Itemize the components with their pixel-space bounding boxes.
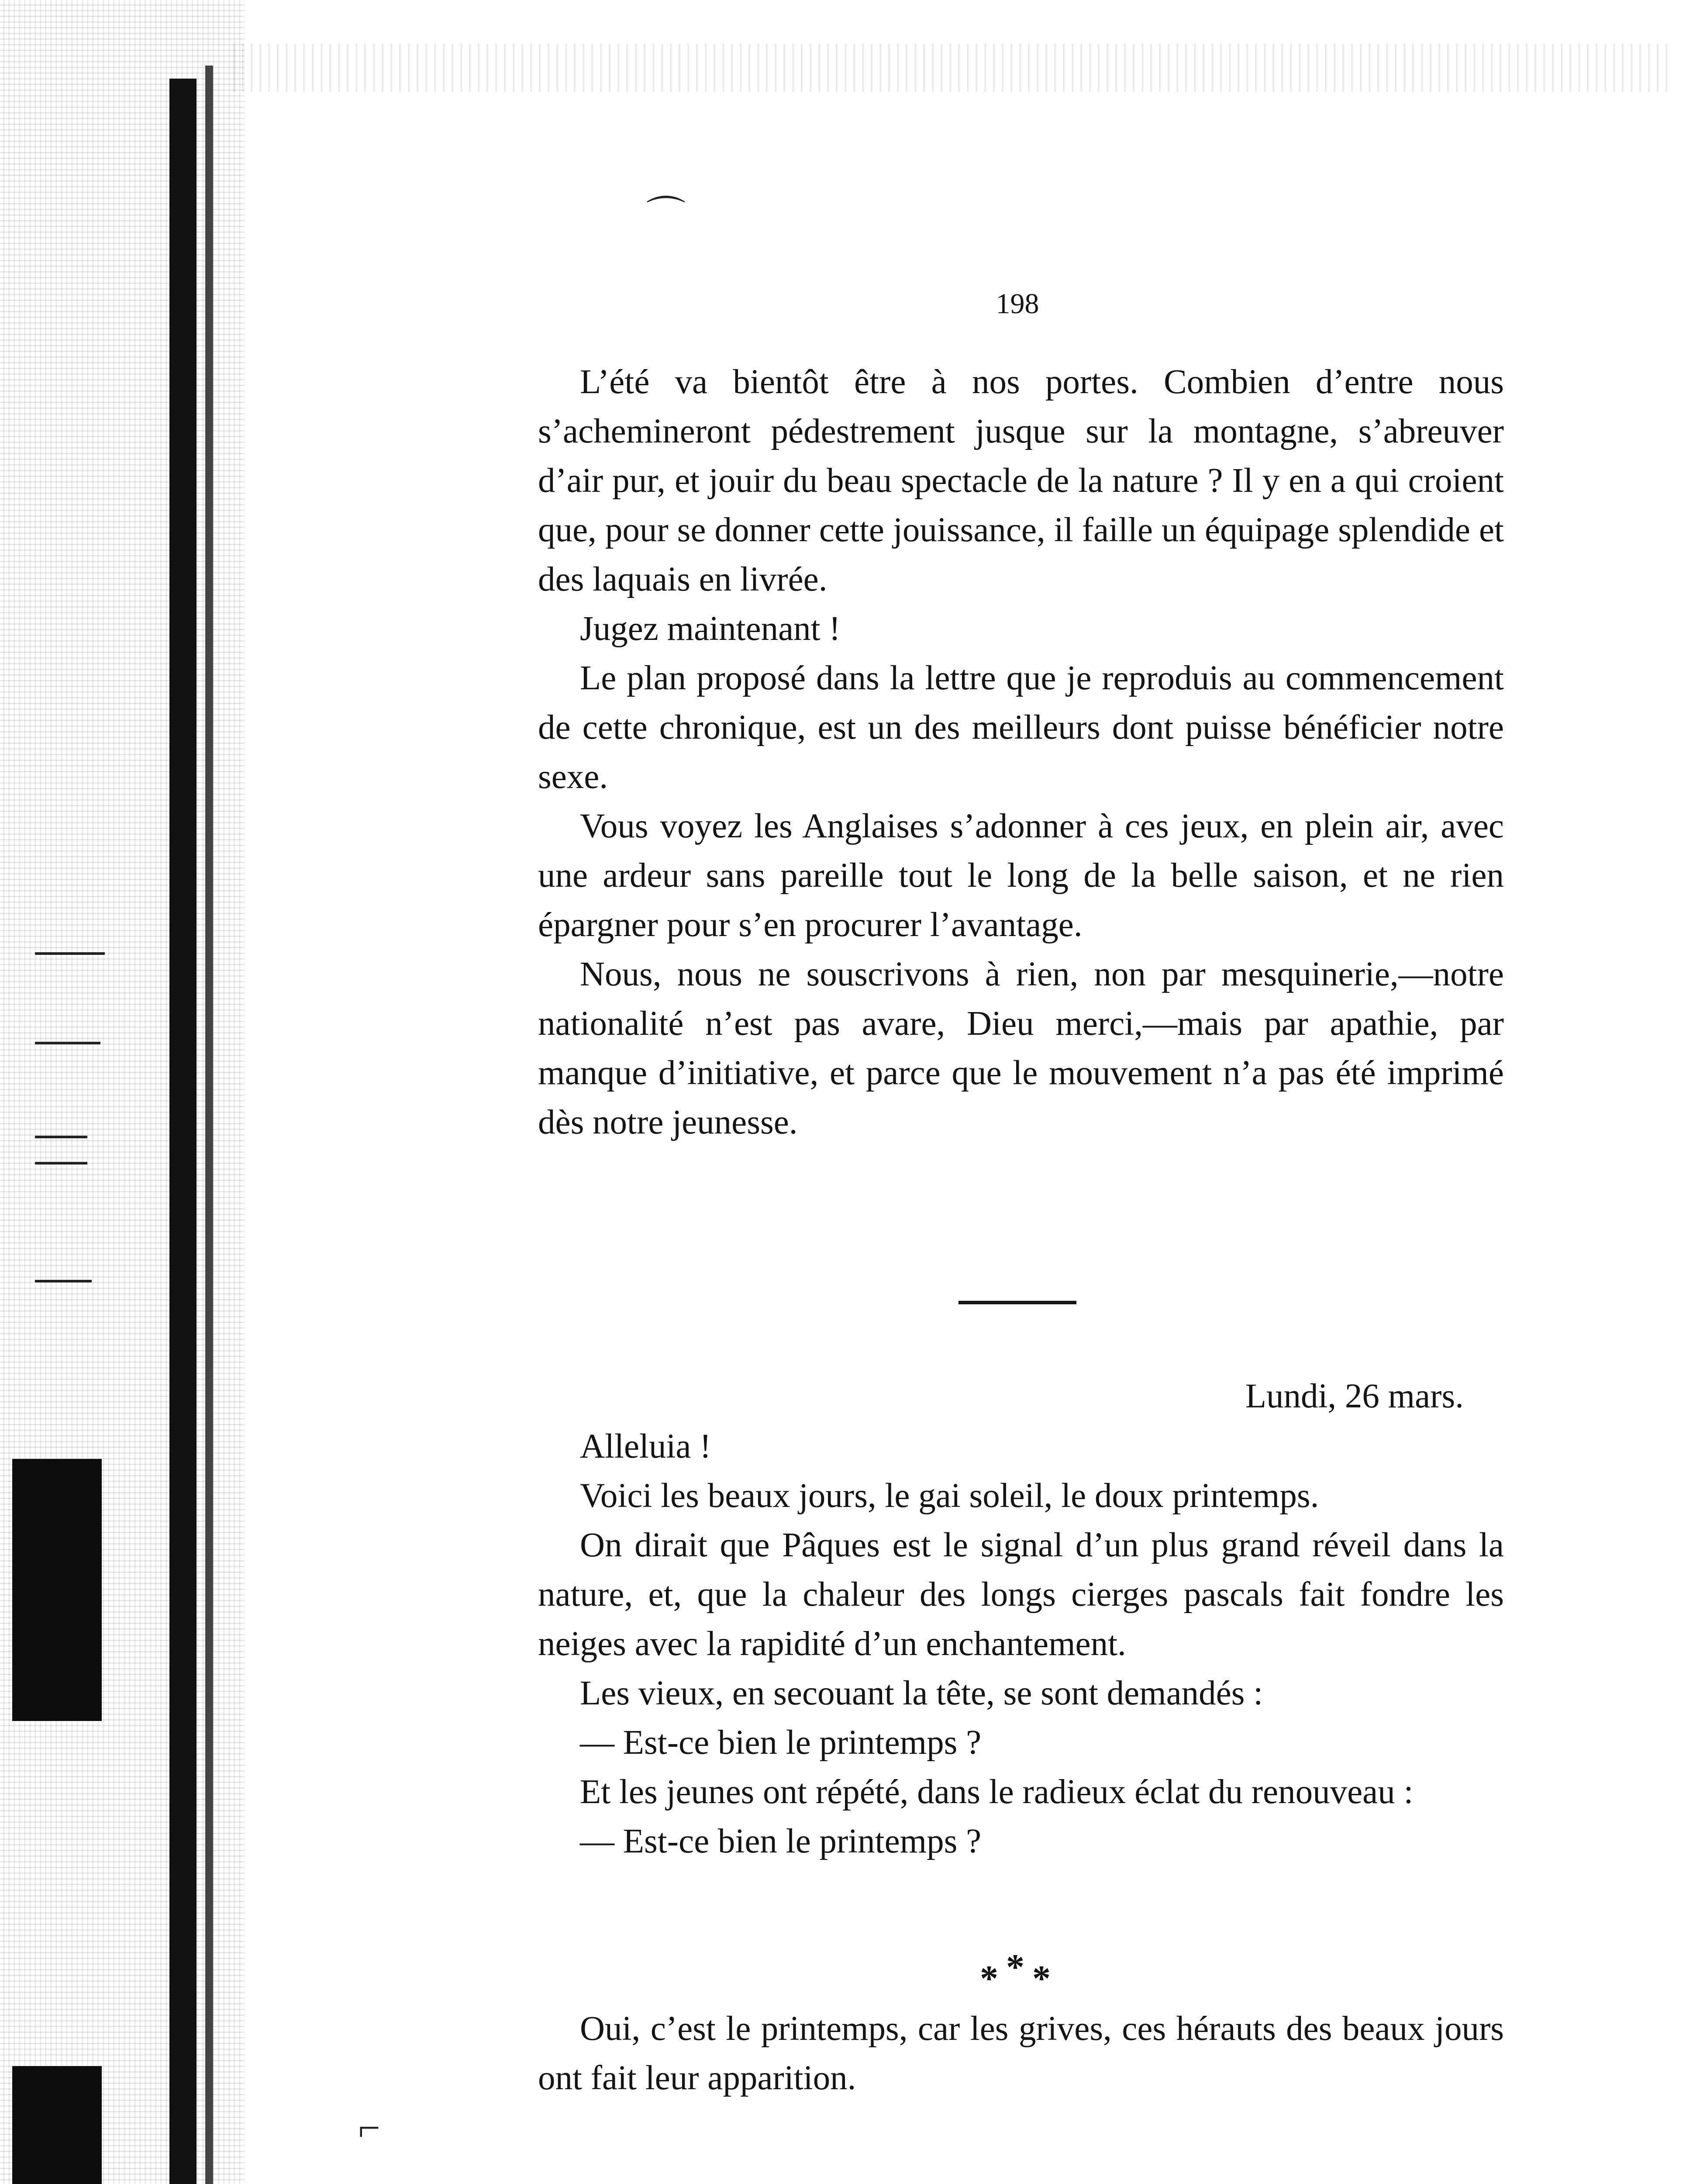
paragraph: — Est-ce bien le printemps ?: [580, 1724, 982, 1762]
page-number: 198: [996, 288, 1039, 320]
text-block-3: [538, 2004, 1504, 2103]
asterism: [961, 1943, 1074, 1999]
paragraph: Et les jeunes ont répété, dans le radieux éclat du renouveau :: [580, 1773, 1414, 1811]
asterism-star: *: [980, 1958, 998, 1999]
paragraph: Voici les beaux jours, le gai soleil, le doux printemps.: [580, 1477, 1319, 1515]
scan-dark-block: [12, 2066, 102, 2184]
paragraph: Jugez maintenant !: [580, 610, 841, 648]
scan-dark-block: [12, 1459, 102, 1721]
paragraph: Le plan proposé dans la lettre que je reproduis au commencement de cette chronique, est un des meilleurs dont puisse bénéficier notre sexe.: [538, 659, 1504, 796]
paragraph: Oui, c’est le printemps, car les grives, ces hérauts des beaux jours ont fait leur apparition.: [538, 2010, 1504, 2097]
scan-stroke: [35, 1162, 87, 1165]
paragraph: Nous, nous ne souscrivons à rien, non par mesquinerie,—notre nationalité n’est pas avare, Dieu merci,—mais par apathie, par manque d’initiative, et parce que le mouvement n’a pas été imprimé dès notre jeunesse.: [538, 955, 1504, 1141]
scan-stroke: [35, 1042, 100, 1044]
scan-stroke: [35, 952, 105, 955]
binding-shadow-inner: [205, 66, 213, 2184]
binding-shadow: [169, 79, 197, 2184]
text-block-2: [538, 1422, 1504, 1866]
paragraph: Alleluia !: [580, 1427, 711, 1465]
text-block-1: [538, 357, 1504, 1147]
paragraph: On dirait que Pâques est le signal d’un plus grand réveil dans la nature, et, que la chaleur des longs cierges pascals fait fondre les neiges avec la rapidité d’un enchantement.: [538, 1526, 1504, 1663]
asterism-star: *: [1006, 1947, 1024, 1987]
scan-speck-mark: ⌐: [358, 2106, 380, 2149]
dateline: Lundi, 26 mars.: [1245, 1377, 1464, 1415]
paragraph: Les vieux, en secouant la tête, se sont demandés :: [580, 1674, 1263, 1712]
scan-edge-top: [227, 44, 1668, 92]
paragraph: L’été va bientôt être à nos portes. Combien d’entre nous s’achemineront pédestrement jusque sur la montagne, s’abreuver d’air pur, et jouir du beau spectacle de la nature ? Il y en a qui croient que, pour se donner cette jouissance, il faille un équipage splendide et des laquais en livrée.: [538, 363, 1504, 598]
section-separator: [959, 1301, 1076, 1304]
scan-stroke: [35, 1136, 87, 1138]
paragraph: Vous voyez les Anglaises s’adonner à ces jeux, en plein air, avec une ardeur sans pareille tout le long de la belle saison, et ne rien épargner pour s’en procurer l’avantage.: [538, 807, 1504, 944]
scan-speck-mark: ⌒: [646, 194, 686, 238]
scan-stroke: [35, 1280, 92, 1282]
paragraph: — Est-ce bien le printemps ?: [580, 1822, 982, 1860]
asterism-star: *: [1032, 1958, 1051, 1999]
